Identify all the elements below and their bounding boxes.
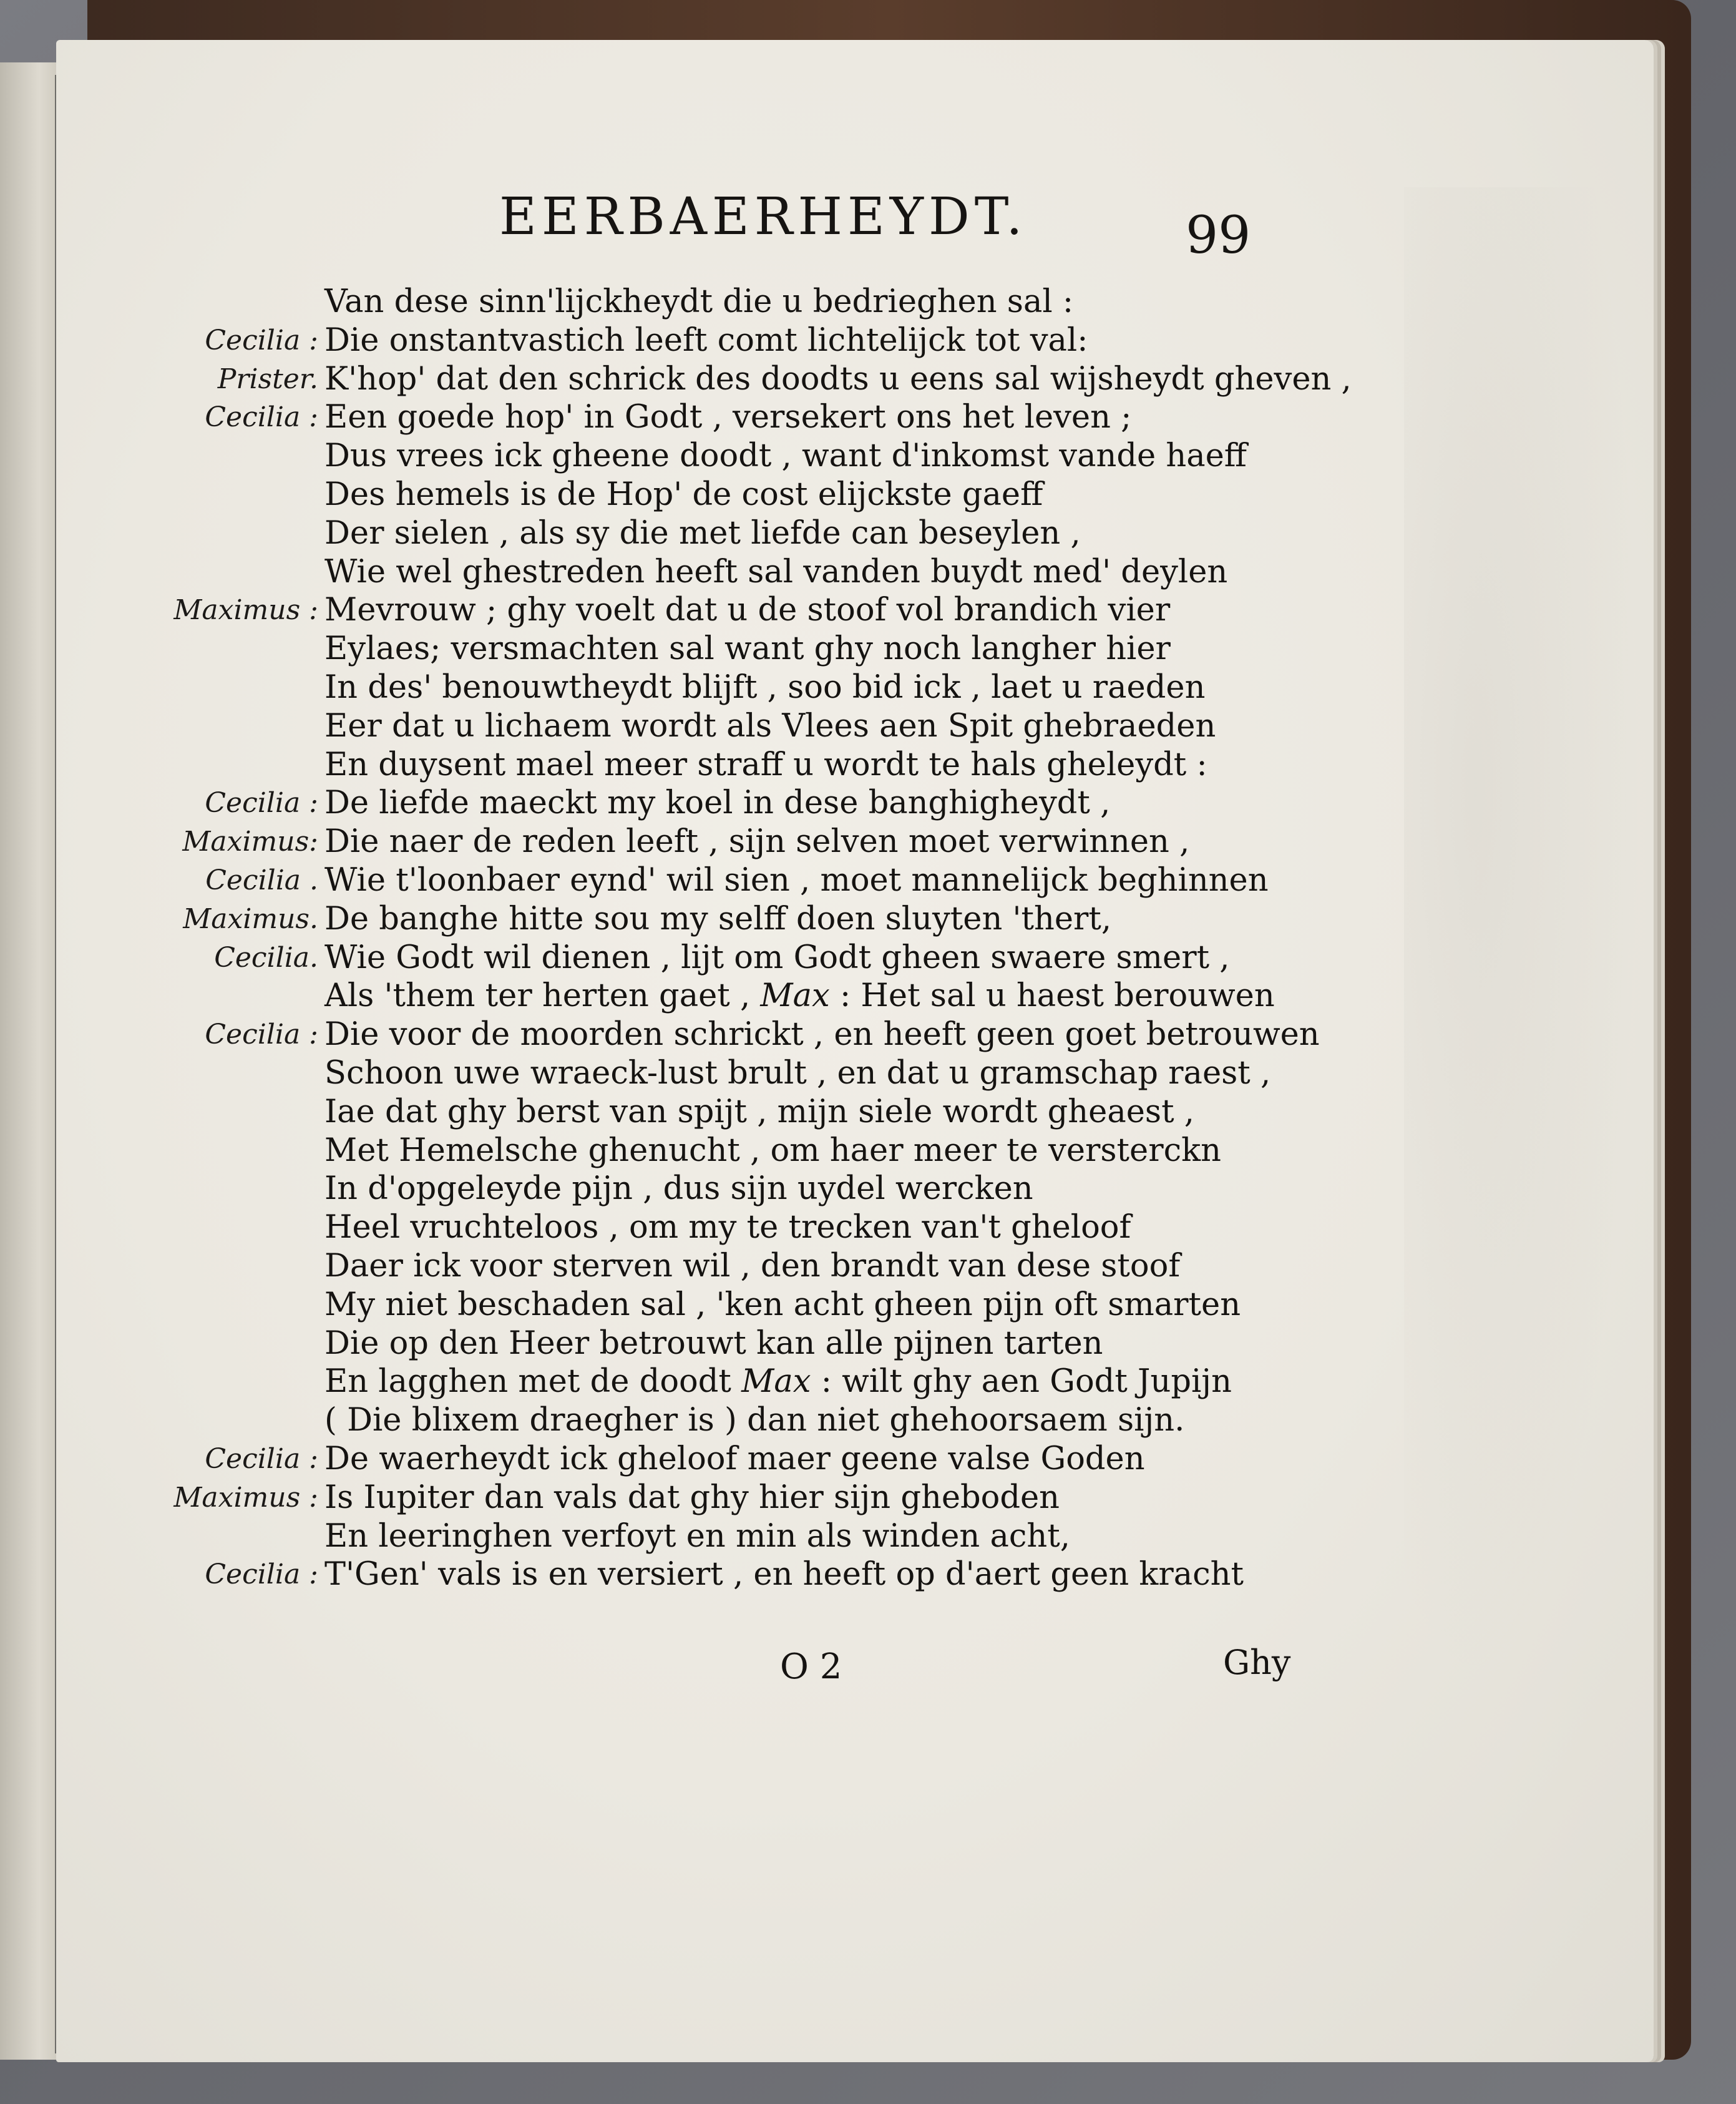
- verse-line: [0, 1439, 1373, 1479]
- speaker-label: Maximus.: [183, 903, 318, 935]
- verse-text: De banghe hitte sou my selff doen sluyten 'thert,: [324, 900, 1112, 937]
- verse-text: Der sielen , als sy die met liefde can beseylen ,: [324, 514, 1081, 552]
- verse-text: My niet beschaden sal , 'ken acht gheen pijn oft smarten: [324, 1286, 1241, 1323]
- verse-text: Is Iupiter dan vals dat ghy hier sijn gheboden: [324, 1479, 1060, 1516]
- verse-line: [0, 707, 1373, 746]
- speaker-label: Cecilia :: [205, 1558, 318, 1591]
- verse-line: [0, 398, 1373, 438]
- verse-text: [324, 1362, 1232, 1402]
- verse-text-after: : wilt ghy aen Godt Jupijn: [811, 1363, 1232, 1401]
- verse-text: Mevrouw ; ghy voelt dat u de stoof vol brandich vier: [324, 592, 1171, 629]
- verse-line: [0, 1208, 1373, 1248]
- verse-text: De liefde maeckt my koel in dese banghigheydt ,: [324, 785, 1111, 822]
- verse-text: Die op den Heer betrouwt kan alle pijnen tarten: [324, 1324, 1103, 1362]
- verse-text: In d'opgeleyde pijn , dus sijn uydel wercken: [324, 1170, 1033, 1208]
- inline-speaker-label: Max: [741, 1363, 811, 1401]
- verse-text: ( Die blixem draegher is ) dan niet ghehoorsaem sijn.: [324, 1402, 1185, 1439]
- verse-text-before: Als 'them ter herten gaet ,: [324, 977, 761, 1015]
- verse-text: Heel vruchteloos , om my te trecken van't gheloof: [324, 1209, 1131, 1246]
- speaker-label: Cecilia :: [205, 1443, 318, 1475]
- verse-line: [0, 938, 1373, 978]
- verse-line: [0, 1285, 1373, 1325]
- verse-text: En leeringhen verfoyt en min als winden acht,: [324, 1517, 1070, 1555]
- verse-text: Wie Godt wil dienen , lijt om Godt gheen swaere smert ,: [324, 939, 1230, 976]
- verse-text: Die voor de moorden schrickt , en heeft geen goet betrouwen: [324, 1016, 1320, 1054]
- verse-text: Wie wel ghestreden heeft sal vanden buydt med' deylen: [324, 553, 1228, 590]
- speaker-label: Maximus :: [173, 1481, 318, 1514]
- verse-text: Dus vrees ick gheene doodt , want d'inkomst vande haeff: [324, 438, 1247, 475]
- verse-line: [0, 321, 1373, 361]
- verse-line: [0, 1401, 1373, 1441]
- verse-line: [0, 1517, 1373, 1557]
- verse-text: In des' benouwtheydt blijft , soo bid ick , laet u raeden: [324, 669, 1206, 706]
- verse-line: [0, 360, 1373, 399]
- verse-line: [0, 822, 1373, 862]
- verse-text: Des hemels is de Hop' de cost elijckste gaeff: [324, 476, 1043, 513]
- verse-line: [0, 1015, 1373, 1055]
- verse-text: Eer dat u lichaem wordt als Vlees aen Spit ghebraeden: [324, 707, 1216, 745]
- verse-line: [0, 1246, 1373, 1286]
- verse-text: Schoon uwe wraeck-lust brult , en dat u gramschap raest ,: [324, 1055, 1271, 1092]
- catchword: Ghy: [1223, 1643, 1291, 1682]
- signature-mark: O 2: [780, 1647, 842, 1687]
- verse-text: Iae dat ghy berst van spijt , mijn siele wordt gheaest ,: [324, 1093, 1195, 1130]
- verse-line: [0, 861, 1373, 901]
- verse-line: [0, 1555, 1373, 1595]
- verse-text: Van dese sinn'lijckheydt die u bedrieghen sal :: [324, 283, 1074, 320]
- verse-line: [0, 590, 1373, 630]
- verse-text: Die naer de reden leeft , sijn selven moet verwinnen ,: [324, 823, 1190, 861]
- verse-text: Eylaes; versmachten sal want ghy noch langher hier: [324, 630, 1171, 668]
- verse-line: [0, 475, 1373, 515]
- verse-text: Daer ick voor sterven wil , den brandt van dese stoof: [324, 1248, 1181, 1284]
- verse-line: [0, 552, 1373, 592]
- verse-line: [0, 1362, 1373, 1402]
- show-through-area: [1404, 187, 1641, 1685]
- verse-text: Met Hemelsche ghenucht , om haer meer te versterckn: [324, 1132, 1221, 1169]
- verse-text: De waerheydt ick gheloof maer geene valse Goden: [324, 1441, 1145, 1477]
- verse-line: [0, 629, 1373, 669]
- verse-text: Een goede hop' in Godt , versekert ons het leven ;: [324, 399, 1132, 436]
- speaker-label: Cecilia :: [205, 1019, 318, 1051]
- verse-line: [0, 1478, 1373, 1518]
- verse-line: [0, 976, 1373, 1016]
- speaker-label: Prister.: [217, 363, 318, 395]
- verse-text: Die onstantvastich leeft comt lichtelijck tot val:: [324, 321, 1088, 359]
- verse-line: [0, 899, 1373, 939]
- verse-line: [0, 668, 1373, 708]
- verse-text: T'Gen' vals is en versiert , en heeft op d'aert geen kracht: [324, 1556, 1244, 1593]
- verse-line: [0, 282, 1373, 322]
- page-number: 99: [1186, 206, 1251, 265]
- running-head: EERBAERHEYDT.: [499, 187, 1028, 247]
- speaker-label: Cecilia.: [214, 941, 318, 974]
- inline-speaker-label: Max: [760, 977, 830, 1015]
- verse-line: [0, 1092, 1373, 1132]
- speaker-label: Cecilia :: [205, 787, 318, 820]
- verse-text-before: En lagghen met de doodt: [324, 1363, 742, 1401]
- verse-line: [0, 1324, 1373, 1364]
- verse-text-after: : Het sal u haest berouwen: [829, 977, 1275, 1015]
- verse-line: [0, 514, 1373, 554]
- verse-text: K'hop' dat den schrick des doodts u eens sal wijsheydt gheven ,: [324, 360, 1352, 398]
- verse-line: [0, 1131, 1373, 1171]
- verse-line: [0, 745, 1373, 785]
- speaker-label: Maximus :: [173, 594, 318, 627]
- verse-line: [0, 783, 1373, 823]
- verse-line: [0, 436, 1373, 476]
- verse-line: [0, 1169, 1373, 1209]
- verse-line: [0, 1054, 1373, 1094]
- verse-text: Wie t'loonbaer eynd' wil sien , moet mannelijck beghinnen: [324, 862, 1269, 899]
- verse-text: En duysent mael meer straff u wordt te hals gheleydt :: [324, 746, 1207, 783]
- speaker-label: Cecilia :: [205, 324, 318, 356]
- speaker-label: Maximus:: [182, 826, 318, 858]
- speaker-label: Cecilia .: [205, 864, 318, 896]
- speaker-label: Cecilia :: [205, 401, 318, 434]
- verse-text: [324, 976, 1275, 1016]
